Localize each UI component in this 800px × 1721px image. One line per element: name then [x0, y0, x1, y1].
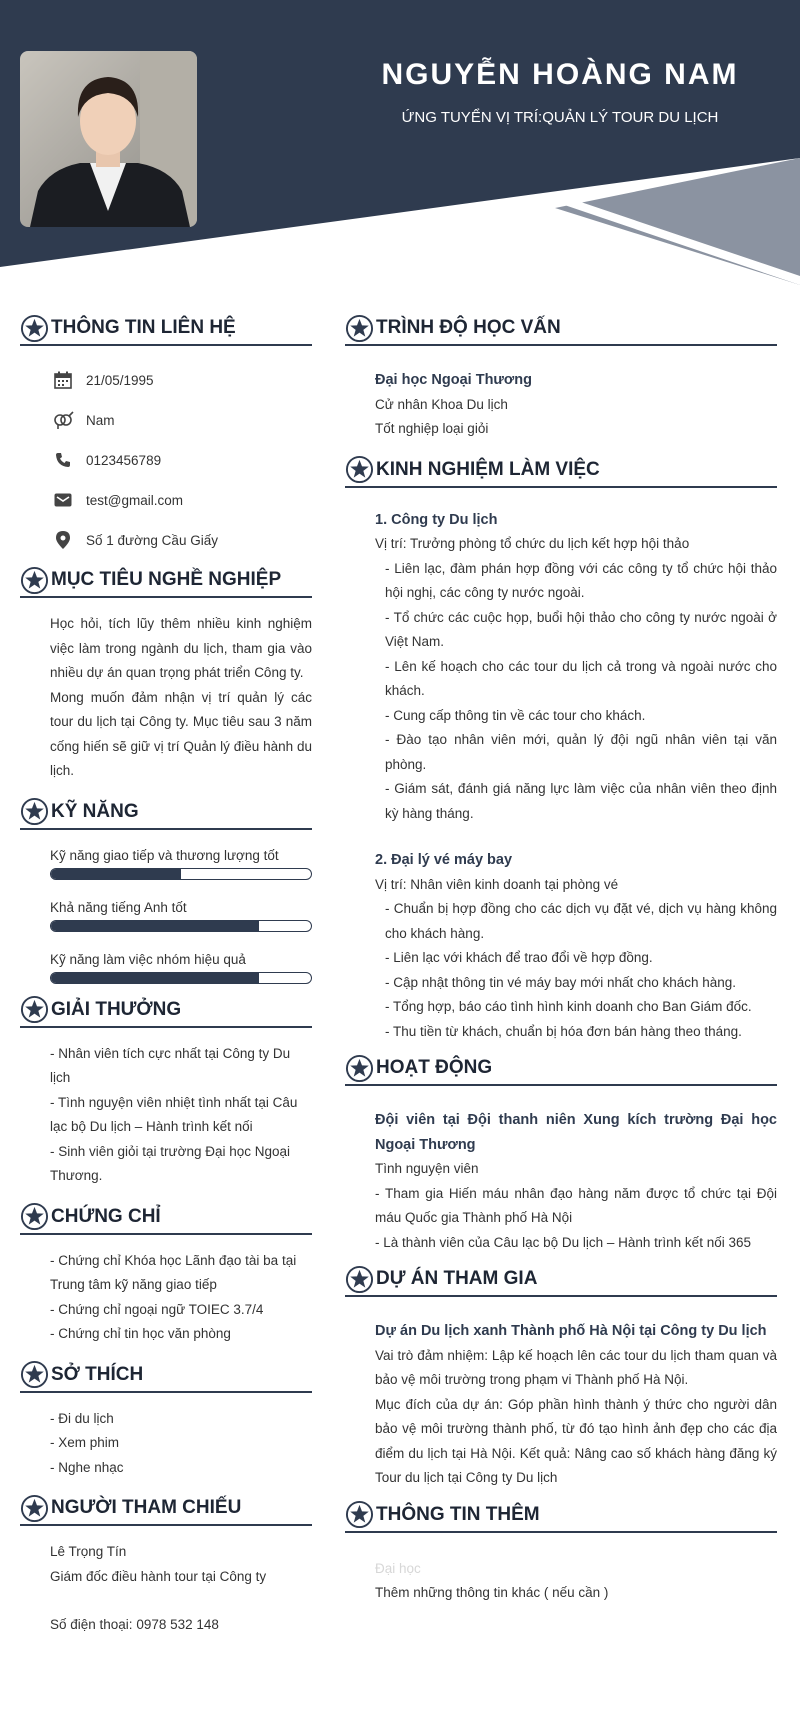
section-title: MỤC TIÊU NGHỀ NGHIỆP	[51, 569, 282, 590]
list-item: - Là thành viên của Câu lạc bộ Du lịch – Hành trình kết nối 365	[375, 1234, 751, 1250]
reference-info	[20, 1540, 312, 1638]
skill-item	[20, 948, 312, 984]
section-header-certificates	[20, 1201, 312, 1235]
list-item: - Thu tiền từ khách, chuẩn bị hóa đơn bán hàng theo tháng.	[385, 1023, 742, 1039]
section-title: KINH NGHIỆM LÀM VIỆC	[376, 458, 600, 480]
paragraph: Học hỏi, tích lũy thêm nhiều kinh nghiệm việc làm trong ngành du lịch, tham gia vào nhiều dự án quan trọng phát triển Công ty.	[50, 616, 312, 680]
experience-job-1	[345, 502, 777, 827]
list-item: - Lên kế hoạch cho các tour du lịch cả trong và ngoài nước cho khách.	[385, 658, 777, 698]
paragraph: Vai trò đảm nhiệm: Lập kế hoạch lên các tour du lịch tham quan và bảo vệ môi trường trong phạm vi Thành phố Hà Nội.	[375, 1347, 777, 1387]
contact-address	[20, 520, 312, 560]
contact-birthday	[20, 360, 312, 400]
section-title: SỞ THÍCH	[51, 1363, 144, 1385]
skill-bar-fill	[51, 869, 181, 879]
list-item: - Nhân viên tích cực nhất tại Công ty Du lịch	[50, 1045, 291, 1085]
star-icon	[20, 566, 49, 595]
skill-bar	[50, 920, 312, 932]
degree: Cử nhân Khoa Du lịch	[375, 396, 508, 412]
skill-label: Kỹ năng giao tiếp và thương lượng tốt	[50, 847, 279, 863]
additional-text: Thêm những thông tin khác ( nếu cần )	[375, 1585, 609, 1600]
education-info	[345, 360, 777, 442]
section-header-reference	[20, 1492, 312, 1526]
section-header-hobbies	[20, 1359, 312, 1393]
star-icon	[20, 1360, 49, 1389]
list-item: - Sinh viên giỏi tại trường Đại học Ngoại Thương.	[50, 1143, 291, 1183]
section-header-education	[345, 312, 777, 346]
section-header-projects	[345, 1263, 777, 1297]
objective-text	[20, 612, 312, 784]
gender-icon	[52, 409, 74, 431]
skill-label: Khả năng tiếng Anh tốt	[50, 899, 187, 915]
contact-text: test@gmail.com	[86, 492, 183, 508]
left-column	[20, 312, 312, 1638]
list-item: - Đào tạo nhân viên mới, quản lý đội ngũ nhân viên tại văn phòng.	[385, 732, 777, 772]
company-name: 2. Đại lý vé máy bay	[375, 852, 513, 868]
skill-item	[20, 844, 312, 880]
skill-label: Kỹ năng làm việc nhóm hiệu quả	[50, 951, 246, 967]
list-item: - Nghe nhạc	[50, 1459, 124, 1475]
faint-text: Đại học	[375, 1560, 421, 1576]
star-icon	[345, 314, 374, 343]
location-icon	[52, 529, 74, 551]
section-title: DỰ ÁN THAM GIA	[376, 1268, 538, 1289]
email-icon	[52, 489, 74, 511]
star-icon	[345, 1054, 374, 1083]
section-title: NGƯỜI THAM CHIẾU	[51, 1497, 242, 1518]
list-item: - Giám sát, đánh giá năng lực làm việc của nhân viên theo định kỳ hàng tháng.	[385, 781, 777, 821]
job-role: Vị trí: Nhân viên kinh doanh tại phòng vé	[375, 876, 619, 892]
calendar-icon	[52, 369, 74, 391]
contact-text: 0123456789	[86, 452, 162, 468]
section-header-experience	[345, 454, 777, 488]
applied-position: ỨNG TUYỂN VỊ TRÍ:QUẢN LÝ TOUR DU LỊCH	[401, 109, 719, 126]
section-header-contact	[20, 312, 312, 346]
section-title: THÔNG TIN THÊM	[376, 1503, 540, 1525]
skill-bar-fill	[51, 973, 259, 983]
star-icon	[345, 1500, 374, 1529]
activity-role: Tình nguyện viên	[375, 1161, 479, 1176]
section-title: CHỨNG CHỈ	[51, 1205, 161, 1227]
section-title: TRÌNH ĐỘ HỌC VẤN	[376, 317, 561, 338]
section-header-awards	[20, 994, 312, 1028]
phone-icon	[52, 449, 74, 471]
section-header-objective	[20, 564, 312, 598]
contact-phone	[20, 440, 312, 480]
contact-text: Nam	[86, 412, 115, 428]
list-item: - Chứng chỉ tin học văn phòng	[50, 1326, 231, 1341]
list-item: - Chuẩn bị hợp đồng cho các dịch vụ đặt vé, dịch vụ hàng không cho khách hàng.	[385, 901, 777, 941]
star-icon	[20, 1202, 49, 1231]
certificates-list	[20, 1249, 312, 1347]
activities-info	[345, 1100, 777, 1255]
list-item: - Xem phim	[50, 1435, 120, 1450]
star-icon	[345, 455, 374, 484]
list-item: - Liên lạc với khách để trao đổi về hợp đồng.	[385, 950, 653, 965]
skill-bar	[50, 868, 312, 880]
list-item: - Liên lạc, đàm phán hợp đồng với các công ty tổ chức hội thảo hội nghị, các công ty nước ngoài.	[385, 560, 777, 600]
job-role: Vị trí: Trưởng phòng tổ chức du lịch kết hợp hội thảo	[375, 536, 690, 551]
paragraph: Mong muốn đảm nhận vị trí quản lý các tour du lịch tại Công ty. Mục tiêu sau 3 năm cống hiến sẽ giữ vị trí Quản lý điều hành du lịch.	[50, 689, 312, 778]
additional-info	[345, 1547, 777, 1606]
hobbies-list	[20, 1407, 312, 1481]
star-icon	[20, 995, 49, 1024]
contact-text: Số 1 đường Cầu Giấy	[86, 532, 218, 548]
list-item: - Chứng chỉ Khóa học Lãnh đạo tài ba tại Trung tâm kỹ năng giao tiếp	[50, 1252, 297, 1292]
list-item: - Tổng hợp, báo cáo tình hình kinh doanh cho Ban Giám đốc.	[385, 999, 752, 1014]
skill-bar	[50, 972, 312, 984]
skills-list	[20, 844, 312, 984]
project-name: Dự án Du lịch xanh Thành phố Hà Nội tại Công ty Du lịch	[375, 1323, 767, 1339]
list-item: - Cung cấp thông tin về các tour cho khách.	[385, 707, 646, 723]
star-icon	[20, 314, 49, 343]
task-list	[375, 557, 777, 827]
star-icon	[20, 797, 49, 826]
list-item: - Tham gia Hiến máu nhân đạo hàng năm được tổ chức tại Đội máu Quốc gia Thành phố Hà Nội	[375, 1185, 777, 1225]
section-header-activities	[345, 1052, 777, 1086]
contact-email	[20, 480, 312, 520]
candidate-name: NGUYỄN HOÀNG NAM	[381, 58, 739, 91]
grade: Tốt nghiệp loại giỏi	[375, 421, 489, 436]
section-title: THÔNG TIN LIÊN HỆ	[51, 317, 236, 338]
section-title: KỸ NĂNG	[51, 800, 139, 822]
section-title: HOẠT ĐỘNG	[376, 1057, 493, 1078]
reference-role: Giám đốc điều hành tour tại Công ty	[50, 1568, 267, 1584]
contact-gender	[20, 400, 312, 440]
reference-name: Lê Trọng Tín	[50, 1544, 127, 1559]
section-title: GIẢI THƯỞNG	[51, 998, 182, 1020]
projects-info	[345, 1311, 777, 1491]
contact-list	[20, 360, 312, 560]
contact-text: 21/05/1995	[86, 372, 154, 388]
awards-list	[20, 1042, 312, 1189]
section-header-skills	[20, 796, 312, 830]
skill-bar-fill	[51, 921, 259, 931]
activity-name: Đội viên tại Đội thanh niên Xung kích trường Đại học Ngoại Thương	[375, 1112, 777, 1153]
star-icon	[345, 1265, 374, 1294]
list-item: - Tổ chức các cuộc họp, buổi hội thảo cho công ty nước ngoài ở Việt Nam.	[385, 609, 777, 649]
list-item: - Chứng chỉ ngoại ngữ TOIEC 3.7/4	[50, 1301, 264, 1317]
paragraph: Mục đích của dự án: Góp phần hình thành ý thức cho người dân bảo vệ môi trường thành phố, từ đó tạo hình ảnh đẹp cho các địa điểm du lịch tại Hà Nội. Kết quả: Nâng cao số khách hàng đăng ký Tour du lịch tại Công ty Du lịch	[375, 1396, 777, 1485]
section-header-additional	[345, 1499, 777, 1533]
list-item: - Đi du lịch	[50, 1410, 114, 1426]
star-icon	[20, 1494, 49, 1523]
skill-item	[20, 896, 312, 932]
list-item: - Tình nguyện viên nhiệt tình nhất tại Câu lạc bộ Du lịch – Hành trình kết nối	[50, 1094, 298, 1134]
school-name: Đại học Ngoại Thương	[375, 372, 532, 388]
experience-job-2	[345, 826, 777, 1044]
reference-phone: Số điện thoại: 0978 532 148	[50, 1617, 219, 1632]
company-name: 1. Công ty Du lịch	[375, 511, 498, 528]
task-list	[375, 897, 777, 1044]
profile-photo	[20, 51, 197, 227]
list-item: - Cập nhật thông tin vé máy bay mới nhất cho khách hàng.	[385, 974, 737, 990]
right-column	[345, 312, 777, 1606]
